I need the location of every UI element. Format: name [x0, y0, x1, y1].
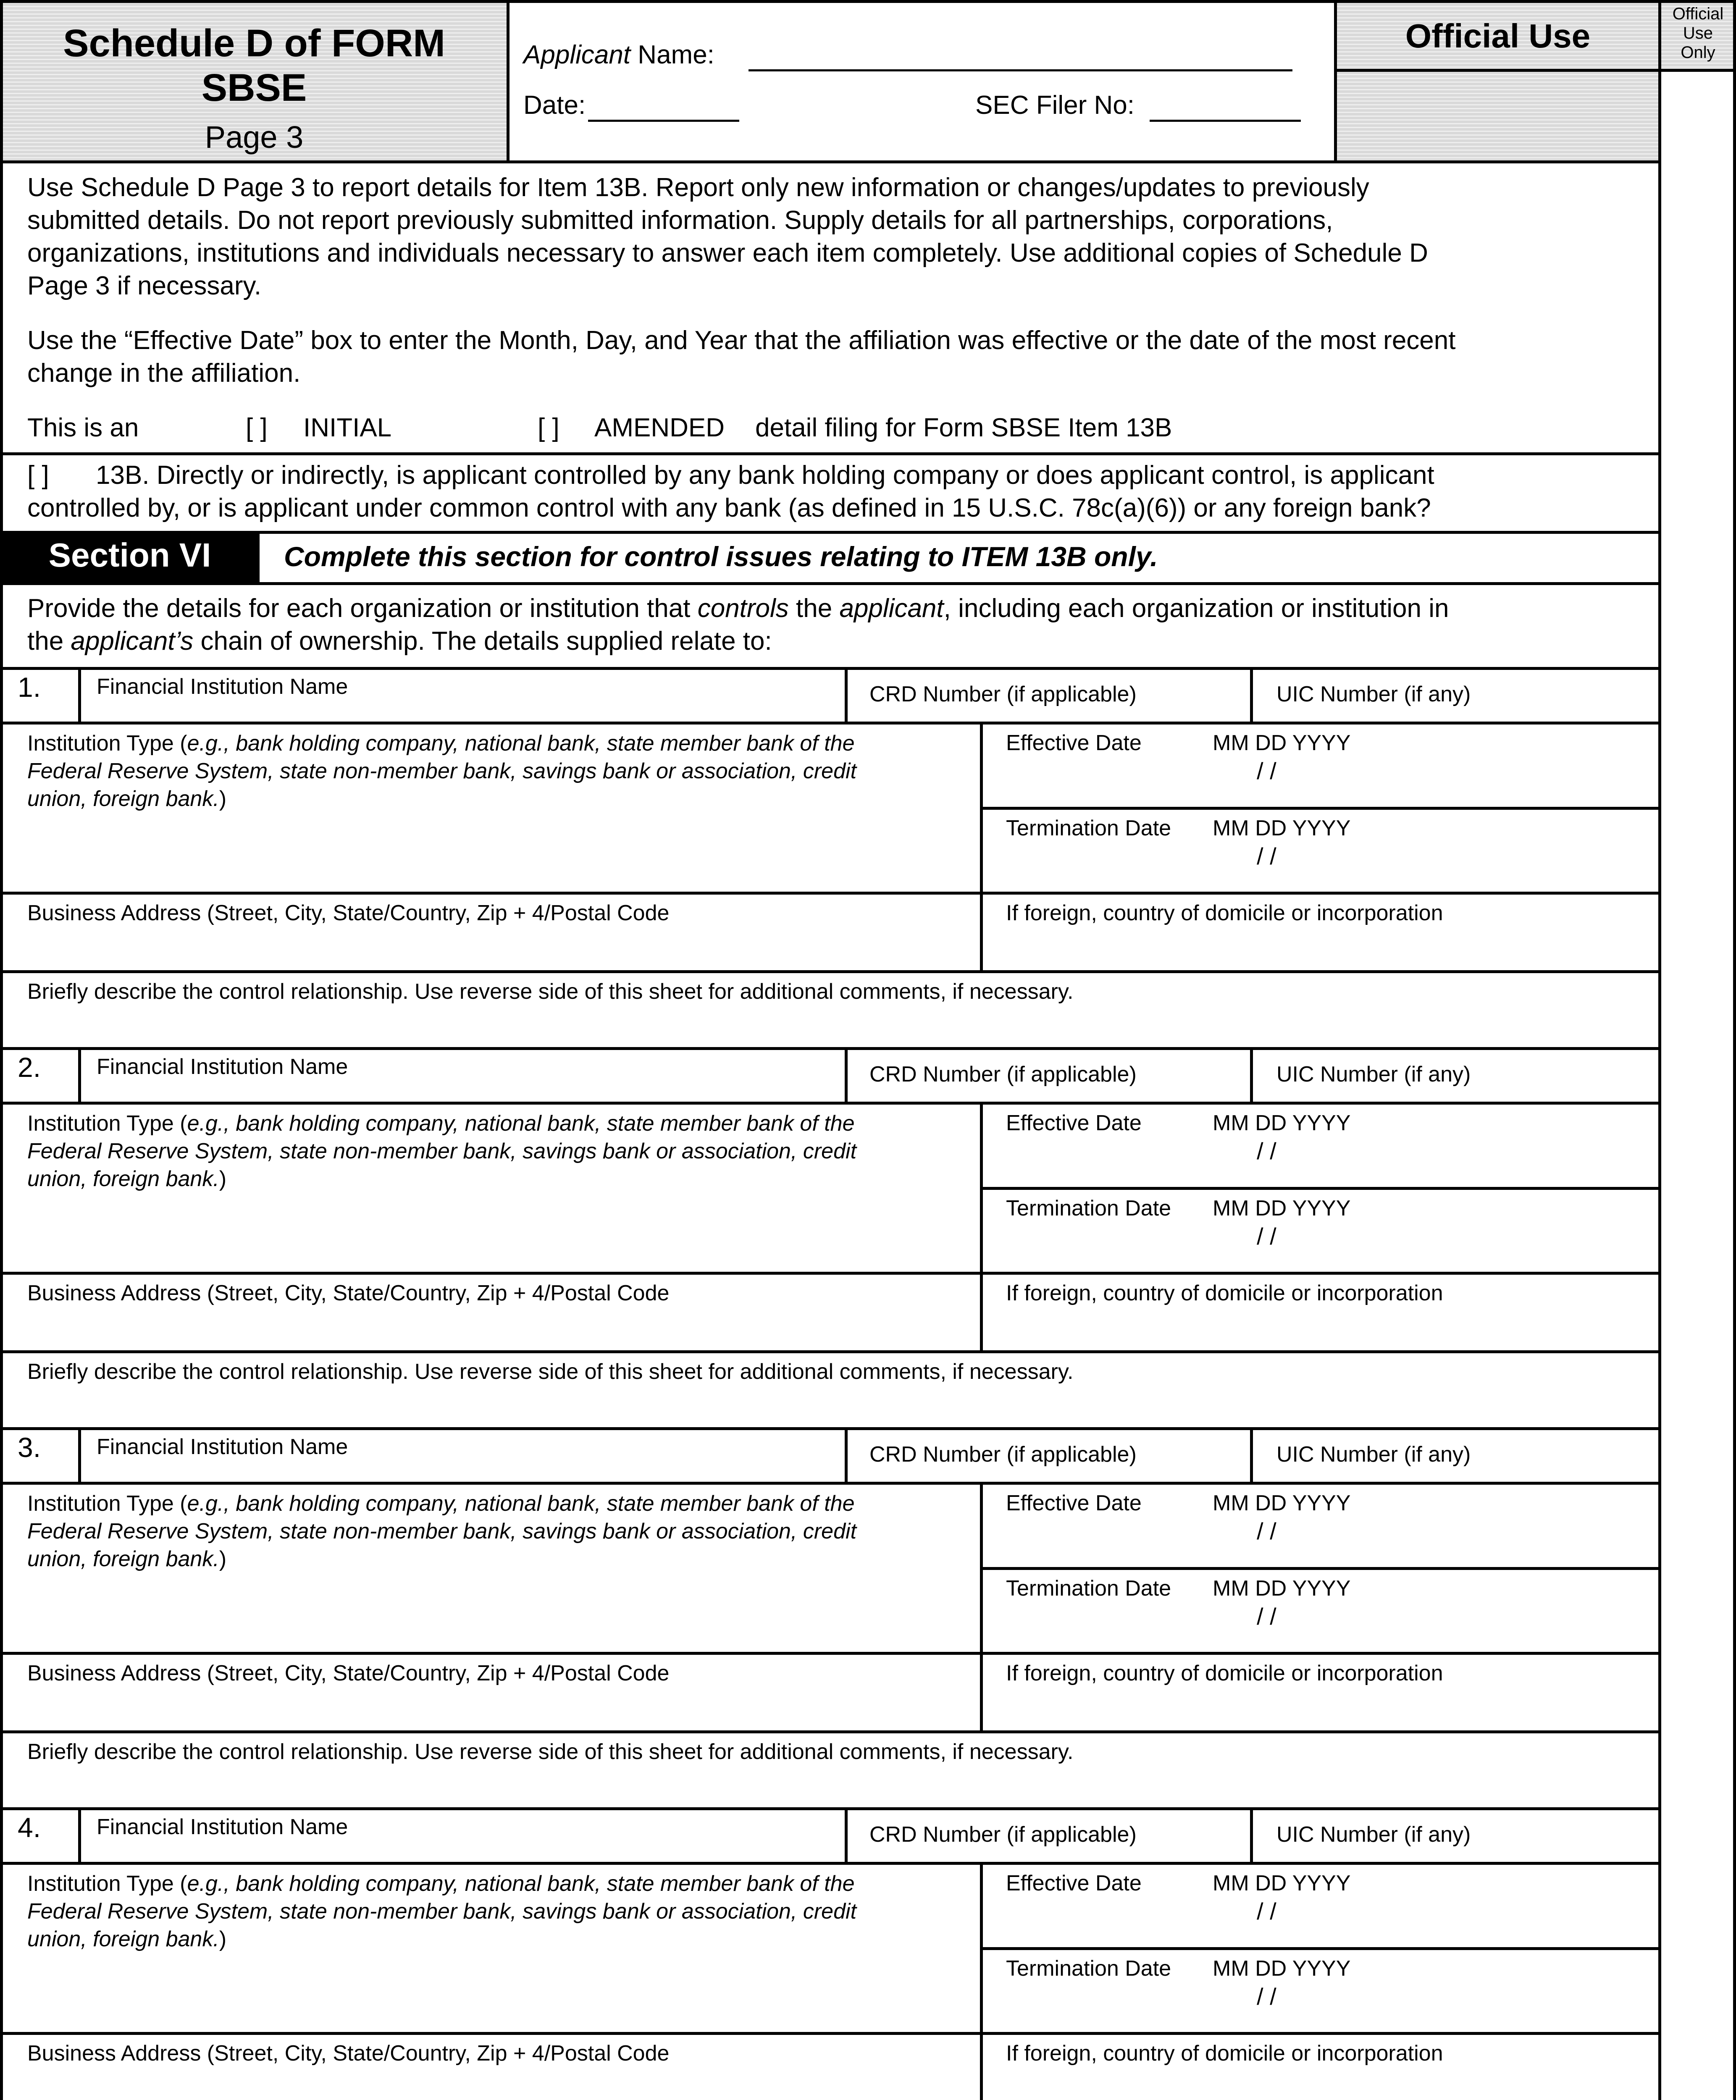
provide-line2: the applicant’s chain of ownership. The details supplied relate to:	[27, 627, 772, 656]
termination-date-label: Termination Date	[1006, 816, 1171, 840]
termination-date-format: MM DD YYYY	[1213, 816, 1351, 840]
effective-date-format: MM DD YYYY	[1213, 1871, 1351, 1895]
form-title-line1: Schedule D of FORM	[63, 22, 445, 65]
date-field[interactable]	[588, 92, 739, 122]
uic-number-label: UIC Number (if any)	[1276, 1822, 1471, 1847]
financial-institution-name-label: Financial Institution Name	[97, 1055, 348, 1079]
financial-institution-name-label: Financial Institution Name	[97, 675, 348, 699]
effective-date-field[interactable]	[983, 1865, 1658, 1947]
uic-number-label: UIC Number (if any)	[1276, 1062, 1471, 1087]
financial-institution-name-field[interactable]	[81, 1430, 845, 1482]
section-label: Section VI	[48, 536, 211, 574]
effective-date-label: Effective Date	[1006, 1111, 1142, 1135]
item13b-line2: controlled by, or is applicant under common control with any bank (as defined in 15 U.S.C. 78c(a)(6)) or any foreign bank?	[27, 494, 1431, 522]
institution-type-label: Institution Type (e.g., bank holding company, national bank, state member bank of the Federal Reserve System, state non-member bank, savings bank or association, credit union, foreign bank.)	[27, 731, 857, 811]
termination-date-field[interactable]	[983, 1570, 1658, 1652]
control-relationship-field[interactable]	[3, 973, 1658, 1047]
entry-number: 4.	[18, 1812, 41, 1843]
foreign-country-label: If foreign, country of domicile or incorporation	[1006, 1281, 1443, 1305]
form-page-label: Page 3	[205, 120, 304, 155]
termination-date-slashes: / /	[1257, 1223, 1276, 1250]
termination-date-field[interactable]	[983, 1190, 1658, 1272]
termination-date-slashes: / /	[1257, 1983, 1276, 2010]
effective-date-field[interactable]	[983, 724, 1658, 807]
entry-number: 1.	[18, 672, 41, 703]
uic-number-field[interactable]	[1253, 1050, 1658, 1102]
institution-type-label: Institution Type (e.g., bank holding company, national bank, state member bank of the Federal Reserve System, state non-member bank, savings bank or association, credit union, foreign bank.)	[27, 1111, 857, 1191]
uic-number-label: UIC Number (if any)	[1276, 682, 1471, 706]
sec-filer-label: SEC Filer No:	[975, 91, 1135, 120]
control-relationship-field[interactable]	[3, 1733, 1658, 1807]
business-address-label: Business Address (Street, City, State/Country, Zip + 4/Postal Code	[27, 2041, 670, 2066]
control-relationship-field[interactable]	[3, 1353, 1658, 1427]
termination-date-field[interactable]	[983, 1950, 1658, 2032]
uic-number-field[interactable]	[1253, 670, 1658, 722]
item13b-checkbox[interactable]: [ ]	[27, 461, 49, 490]
applicant-name-label: Applicant Name:	[523, 40, 714, 69]
instructions-paragraph-1: Use Schedule D Page 3 to report details for Item 13B. Report only new information or changes/updates to previously submitted details. Do not report previously submitted information. Supply details for all partnerships, corporations, organizations, institutions and individuals necessary to answer each item completely. Use additional copies of Schedule D Page 3 if necessary.	[27, 173, 1428, 300]
institution-type-field[interactable]	[3, 724, 980, 892]
business-address-label: Business Address (Street, City, State/Country, Zip + 4/Postal Code	[27, 901, 670, 925]
termination-date-label: Termination Date	[1006, 1196, 1171, 1221]
effective-date-format: MM DD YYYY	[1213, 1491, 1351, 1515]
institution-type-label: Institution Type (e.g., bank holding company, national bank, state member bank of the Federal Reserve System, state non-member bank, savings bank or association, credit union, foreign bank.)	[27, 1491, 857, 1571]
institution-type-field[interactable]	[3, 1485, 980, 1652]
crd-number-label: CRD Number (if applicable)	[869, 682, 1137, 706]
foreign-country-field[interactable]	[983, 895, 1658, 970]
uic-number-label: UIC Number (if any)	[1276, 1442, 1471, 1467]
termination-date-format: MM DD YYYY	[1213, 1956, 1351, 1981]
crd-number-label: CRD Number (if applicable)	[869, 1442, 1137, 1467]
control-relationship-label: Briefly describe the control relationship. Use reverse side of this sheet for additional comments, if necessary.	[27, 1360, 1074, 1384]
termination-date-label: Termination Date	[1006, 1956, 1171, 1981]
uic-number-field[interactable]	[1253, 1810, 1658, 1862]
termination-date-label: Termination Date	[1006, 1576, 1171, 1601]
foreign-country-field[interactable]	[983, 1655, 1658, 1730]
business-address-label: Business Address (Street, City, State/Country, Zip + 4/Postal Code	[27, 1281, 670, 1305]
amended-label: AMENDED	[594, 413, 725, 442]
termination-date-format: MM DD YYYY	[1213, 1576, 1351, 1601]
effective-date-field[interactable]	[983, 1485, 1658, 1567]
effective-date-label: Effective Date	[1006, 1871, 1142, 1895]
business-address-field[interactable]	[3, 1655, 980, 1730]
crd-number-field[interactable]	[848, 1050, 1250, 1102]
sec-filer-field[interactable]	[1150, 92, 1301, 122]
crd-number-field[interactable]	[848, 1430, 1250, 1482]
this-is-an-label: This is an	[27, 413, 139, 442]
control-relationship-label: Briefly describe the control relationship. Use reverse side of this sheet for additional comments, if necessary.	[27, 979, 1074, 1004]
entry-number: 3.	[18, 1432, 41, 1463]
financial-institution-name-field[interactable]	[81, 1050, 845, 1102]
instructions-paragraph-2: Use the “Effective Date” box to enter the Month, Day, and Year that the affiliation was effective or the date of the most recent change in the affiliation.	[27, 326, 1456, 388]
institution-type-field[interactable]	[3, 1105, 980, 1272]
institution-type-field[interactable]	[3, 1865, 980, 2032]
foreign-country-label: If foreign, country of domicile or incorporation	[1006, 901, 1443, 925]
business-address-field[interactable]	[3, 1275, 980, 1350]
effective-date-field[interactable]	[983, 1105, 1658, 1187]
initial-label: INITIAL	[303, 413, 392, 442]
official-use-title: Official Use	[1405, 17, 1591, 55]
financial-institution-name-field[interactable]	[81, 670, 845, 722]
control-relationship-label: Briefly describe the control relationship. Use reverse side of this sheet for additional comments, if necessary.	[27, 1740, 1074, 1764]
effective-date-label: Effective Date	[1006, 731, 1142, 755]
item13b-line1: 13B. Directly or indirectly, is applicant controlled by any bank holding company or does applicant control, is applicant	[96, 461, 1434, 490]
termination-date-field[interactable]	[983, 810, 1658, 892]
foreign-country-label: If foreign, country of domicile or incorporation	[1006, 1661, 1443, 1685]
crd-number-field[interactable]	[848, 670, 1250, 722]
form-title-line2: SBSE	[201, 66, 307, 109]
foreign-country-label: If foreign, country of domicile or incorporation	[1006, 2041, 1443, 2066]
effective-date-slashes: / /	[1257, 1898, 1276, 1924]
effective-date-format: MM DD YYYY	[1213, 731, 1351, 755]
applicant-name-field[interactable]	[749, 42, 1292, 71]
business-address-field[interactable]	[3, 2035, 980, 2100]
termination-date-slashes: / /	[1257, 843, 1276, 869]
business-address-field[interactable]	[3, 895, 980, 970]
crd-number-field[interactable]	[848, 1810, 1250, 1862]
institution-type-label: Institution Type (e.g., bank holding company, national bank, state member bank of the Federal Reserve System, state non-member bank, savings bank or association, credit union, foreign bank.)	[27, 1872, 857, 1951]
entry-number: 2.	[18, 1052, 41, 1083]
uic-number-field[interactable]	[1253, 1430, 1658, 1482]
financial-institution-name-label: Financial Institution Name	[97, 1435, 348, 1459]
filing-text: detail filing for Form SBSE Item 13B	[755, 413, 1172, 442]
date-label: Date:	[523, 91, 586, 120]
initial-checkbox[interactable]: [ ]	[246, 413, 268, 442]
foreign-country-field[interactable]	[983, 1275, 1658, 1350]
termination-date-slashes: / /	[1257, 1603, 1276, 1630]
financial-institution-name-label: Financial Institution Name	[97, 1815, 348, 1839]
effective-date-format: MM DD YYYY	[1213, 1111, 1351, 1135]
amended-checkbox[interactable]: [ ]	[538, 413, 559, 442]
crd-number-label: CRD Number (if applicable)	[869, 1062, 1137, 1087]
section-subtitle: Complete this section for control issues relating to ITEM 13B only.	[284, 541, 1158, 572]
financial-institution-name-field[interactable]	[81, 1810, 845, 1862]
effective-date-slashes: / /	[1257, 758, 1276, 784]
form-title	[0, 21, 508, 110]
official-use-only: Official Use Only	[1672, 5, 1724, 62]
effective-date-label: Effective Date	[1006, 1491, 1142, 1515]
termination-date-format: MM DD YYYY	[1213, 1196, 1351, 1221]
effective-date-slashes: / /	[1257, 1138, 1276, 1164]
crd-number-label: CRD Number (if applicable)	[869, 1822, 1137, 1847]
foreign-country-field[interactable]	[983, 2035, 1658, 2100]
provide-line1: Provide the details for each organization or institution that controls the applicant, including each organization or institution in	[27, 594, 1449, 623]
business-address-label: Business Address (Street, City, State/Country, Zip + 4/Postal Code	[27, 1661, 670, 1685]
effective-date-slashes: / /	[1257, 1518, 1276, 1544]
